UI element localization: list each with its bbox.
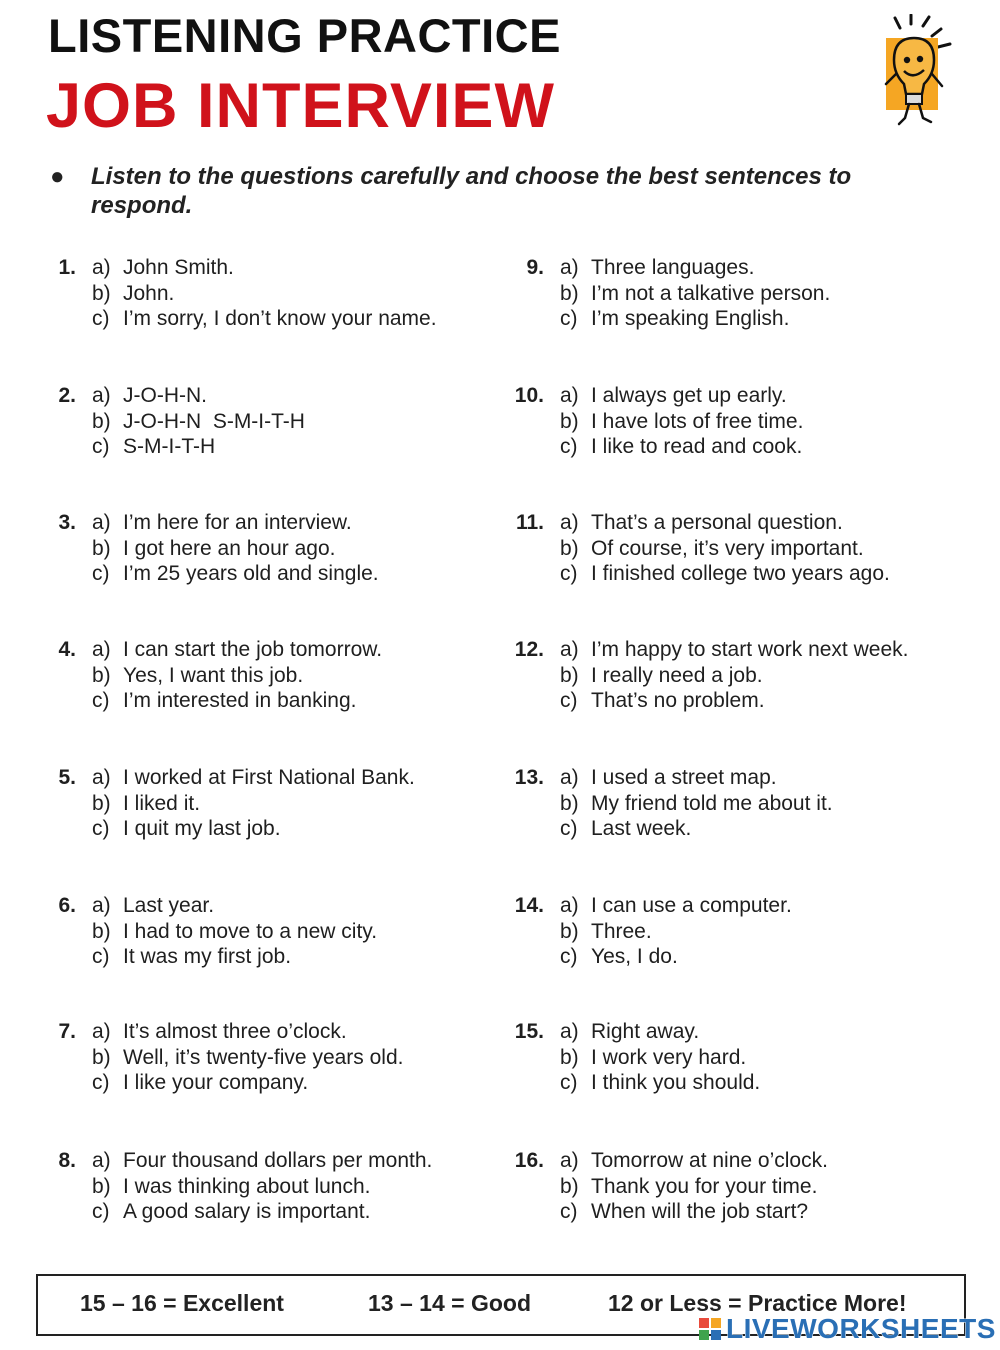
option-b[interactable]: b) J-O-H-N S-M-I-T-H — [92, 409, 305, 433]
question-number: 14. — [514, 894, 544, 917]
instruction — [50, 162, 930, 220]
option-b[interactable]: b) I got here an hour ago. — [92, 536, 336, 560]
option-a[interactable]: a) Three languages. — [560, 256, 755, 279]
option-c[interactable]: c) A good salary is important. — [92, 1200, 371, 1223]
liveworksheets-logo-icon — [698, 1317, 722, 1341]
option-a[interactable]: a) Tomorrow at nine o’clock. — [560, 1149, 828, 1172]
question-number: 11. — [515, 511, 544, 534]
option-b[interactable]: b) I really need a job. — [560, 663, 763, 687]
option-b[interactable]: b) Well, it’s twenty-five years old. — [92, 1045, 404, 1069]
watermark — [698, 1314, 996, 1344]
option-b[interactable]: b) My friend told me about it. — [560, 791, 833, 815]
bullet-icon: ● — [50, 163, 65, 190]
question-number: 9. — [526, 256, 544, 279]
watermark-text: LIVEWORKSHEETS — [726, 1313, 996, 1344]
question-number: 7. — [58, 1020, 76, 1043]
option-b[interactable]: b) I was thinking about lunch. — [92, 1174, 371, 1198]
question-number: 1. — [58, 256, 76, 279]
question-number: 16. — [514, 1149, 544, 1172]
question-number: 13. — [514, 766, 544, 789]
question-number: 10. — [514, 384, 544, 407]
option-c[interactable]: c) I’m interested in banking. — [92, 689, 357, 712]
option-b[interactable]: b) Yes, I want this job. — [92, 663, 304, 687]
page-title: LISTENING PRACTICE — [48, 9, 561, 62]
option-b[interactable]: b) Of course, it’s very important. — [560, 536, 864, 560]
question-number: 5. — [58, 766, 76, 789]
question-number: 6. — [58, 894, 76, 917]
option-b[interactable]: b) I liked it. — [92, 791, 201, 815]
option-a[interactable]: a) I worked at First National Bank. — [92, 766, 415, 789]
score-excellent: 15 – 16 = Excellent — [80, 1290, 284, 1316]
option-c[interactable]: c) I think you should. — [560, 1071, 761, 1094]
instruction-text: Listen to the questions carefully and choose the best sentences to respond. — [91, 163, 852, 219]
question-number: 4. — [58, 638, 76, 661]
option-c[interactable]: c) When will the job start? — [560, 1200, 809, 1223]
option-b[interactable]: b) I had to move to a new city. — [92, 919, 378, 943]
option-a[interactable]: a) I’m here for an interview. — [92, 511, 352, 534]
option-c[interactable]: c) I’m 25 years old and single. — [92, 562, 379, 585]
score-good: 13 – 14 = Good — [368, 1290, 531, 1316]
page-subtitle: JOB INTERVIEW — [46, 71, 555, 141]
option-c[interactable]: c) Yes, I do. — [560, 945, 678, 968]
option-c[interactable]: c) I like to read and cook. — [560, 435, 803, 458]
question-number: 3. — [58, 511, 76, 534]
option-a[interactable]: a) I’m happy to start work next week. — [560, 638, 909, 661]
option-c[interactable]: c) I finished college two years ago. — [560, 562, 890, 585]
question-number: 2. — [58, 384, 76, 407]
option-c[interactable]: c) I’m sorry, I don’t know your name. — [92, 307, 437, 330]
option-c[interactable]: c) S-M-I-T-H — [92, 435, 216, 458]
option-c[interactable]: c) Last week. — [560, 817, 692, 840]
option-a[interactable]: a) Right away. — [560, 1020, 700, 1043]
option-b[interactable]: b) Three. — [560, 919, 652, 943]
option-a[interactable]: a) John Smith. — [92, 256, 234, 279]
option-c[interactable]: c) It was my first job. — [92, 945, 292, 968]
option-b[interactable]: b) I work very hard. — [560, 1045, 747, 1069]
option-c[interactable]: c) I’m speaking English. — [560, 307, 790, 330]
option-a[interactable]: a) J-O-H-N. — [92, 384, 207, 407]
option-a[interactable]: a) Last year. — [92, 894, 215, 917]
option-b[interactable]: b) Thank you for your time. — [560, 1174, 818, 1198]
question-number: 8. — [58, 1149, 76, 1172]
option-a[interactable]: a) That’s a personal question. — [560, 511, 843, 534]
option-c[interactable]: c) That’s no problem. — [560, 689, 765, 712]
option-a[interactable]: a) I used a street map. — [560, 766, 777, 789]
question-number: 12. — [514, 638, 544, 661]
option-c[interactable]: c) I like your company. — [92, 1071, 309, 1094]
option-a[interactable]: a) I always get up early. — [560, 384, 787, 407]
lightbulb-idea-icon — [878, 14, 958, 130]
option-a[interactable]: a) Four thousand dollars per month. — [92, 1149, 433, 1172]
option-b[interactable]: b) I’m not a talkative person. — [560, 281, 831, 305]
option-a[interactable]: a) It’s almost three o’clock. — [92, 1020, 347, 1043]
option-b[interactable]: b) John. — [92, 281, 175, 305]
option-b[interactable]: b) I have lots of free time. — [560, 409, 804, 433]
option-a[interactable]: a) I can start the job tomorrow. — [92, 638, 383, 661]
question-number: 15. — [514, 1020, 544, 1043]
option-c[interactable]: c) I quit my last job. — [92, 817, 281, 840]
option-a[interactable]: a) I can use a computer. — [560, 894, 792, 917]
score-practice: 12 or Less = Practice More! — [608, 1290, 907, 1316]
